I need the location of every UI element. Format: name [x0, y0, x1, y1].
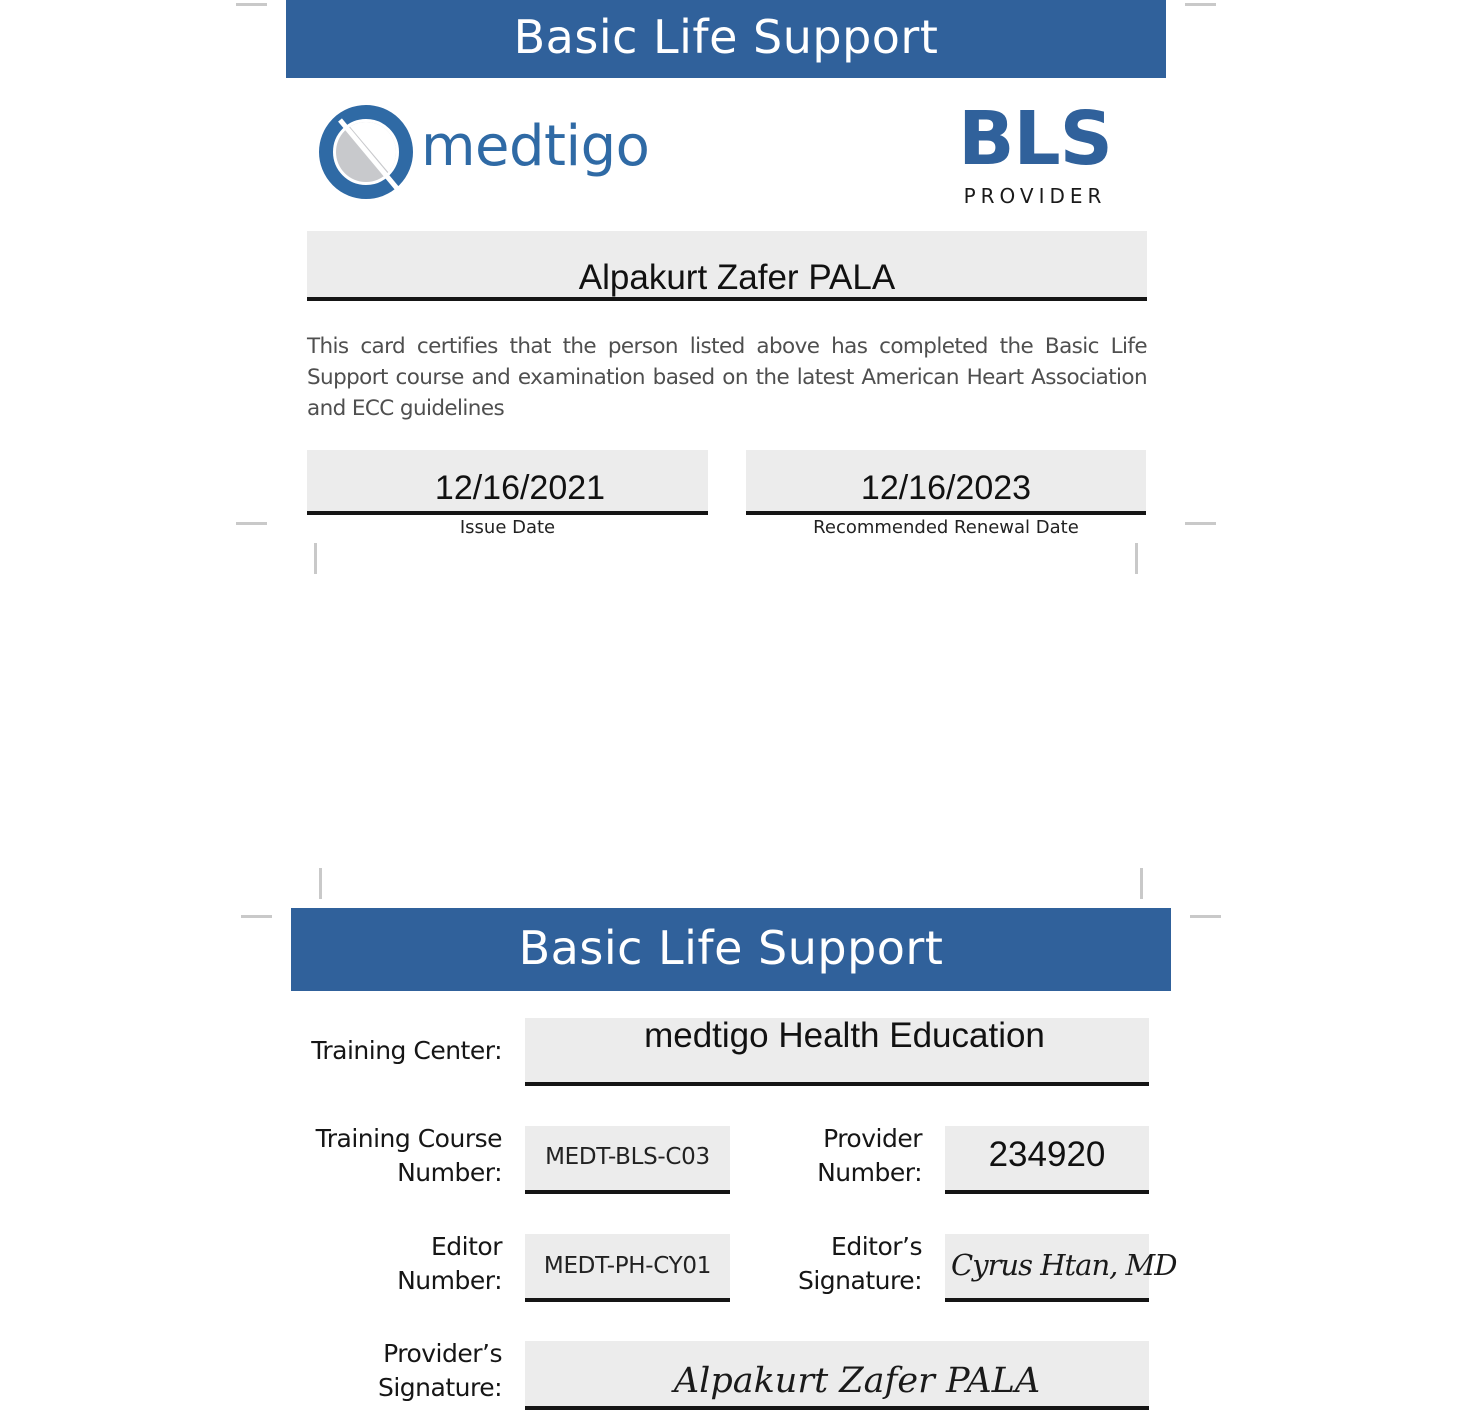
crop-mark [241, 915, 272, 918]
provider-number-label-line1: Provider [823, 1124, 922, 1153]
provider-signature-label-line2: Signature: [377, 1373, 502, 1402]
provider-signature-label [290, 1337, 502, 1405]
editor-number-label-line2: Number: [397, 1266, 502, 1295]
renewal-date-field [746, 450, 1146, 515]
course-number-value: MEDT-BLS-C03 [545, 1144, 710, 1170]
editor-signature-field [945, 1234, 1177, 1302]
crop-mark [1185, 522, 1216, 525]
editor-signature: Cyrus Htan, MD [951, 1248, 1177, 1282]
front-banner-title: Basic Life Support [513, 10, 939, 64]
crop-mark [314, 543, 317, 574]
issue-date-field [307, 450, 708, 515]
certification-statement: This card certifies that the person listed above has completed the Basic Life Support course and examination based on the latest American Heart Association and ECC guidelines [307, 334, 1147, 421]
crop-mark [236, 522, 267, 525]
provider-number-label [760, 1122, 922, 1190]
provider-signature-field [525, 1341, 1149, 1410]
provider-signature: Alpakurt Zafer PALA [673, 1361, 1041, 1401]
crop-mark [1135, 543, 1138, 574]
bls-badge-text: BLS [958, 96, 1112, 182]
holder-name-field [307, 231, 1147, 301]
provider-signature-label-line1: Provider’s [383, 1339, 502, 1368]
crop-mark [1190, 915, 1221, 918]
back-banner-title: Basic Life Support [518, 921, 944, 975]
training-center-label: Training Center: [311, 1036, 502, 1065]
front-banner [286, 0, 1166, 78]
course-number-label-line1: Training Course [315, 1124, 502, 1153]
course-number-label [290, 1122, 502, 1190]
editor-signature-label [760, 1230, 922, 1298]
renewal-date-label: Recommended Renewal Date [813, 517, 1079, 538]
medtigo-logo-text: medtigo [421, 114, 650, 179]
editor-number-label-line1: Editor [431, 1232, 502, 1261]
editor-number-value: MEDT-PH-CY01 [543, 1253, 712, 1279]
editor-signature-label-line1: Editor’s [831, 1232, 922, 1261]
provider-number-value: 234920 [988, 1135, 1106, 1174]
crop-mark [236, 3, 267, 6]
editor-number-label [290, 1230, 502, 1298]
course-number-field [525, 1126, 730, 1194]
provider-number-field [945, 1126, 1149, 1194]
training-center-value: medtigo Health Education [644, 1016, 1045, 1055]
course-number-label-line2: Number: [397, 1158, 502, 1187]
crop-mark [1140, 868, 1143, 899]
medtigo-logo [318, 100, 648, 204]
editor-signature-label-line2: Signature: [797, 1266, 922, 1295]
issue-date-label: Issue Date [459, 517, 556, 538]
holder-name: Alpakurt Zafer PALA [578, 258, 896, 297]
training-center-field [525, 1018, 1149, 1086]
crop-mark [319, 868, 322, 899]
medtigo-logo-icon [318, 100, 418, 204]
bls-provider-badge [955, 96, 1115, 210]
back-banner [291, 908, 1171, 991]
editor-number-field [525, 1234, 730, 1302]
provider-number-label-line2: Number: [817, 1158, 922, 1187]
renewal-date: 12/16/2023 [860, 469, 1032, 507]
issue-date: 12/16/2021 [434, 469, 606, 507]
bls-badge-subtext: PROVIDER [963, 184, 1107, 208]
crop-mark [1185, 3, 1216, 6]
